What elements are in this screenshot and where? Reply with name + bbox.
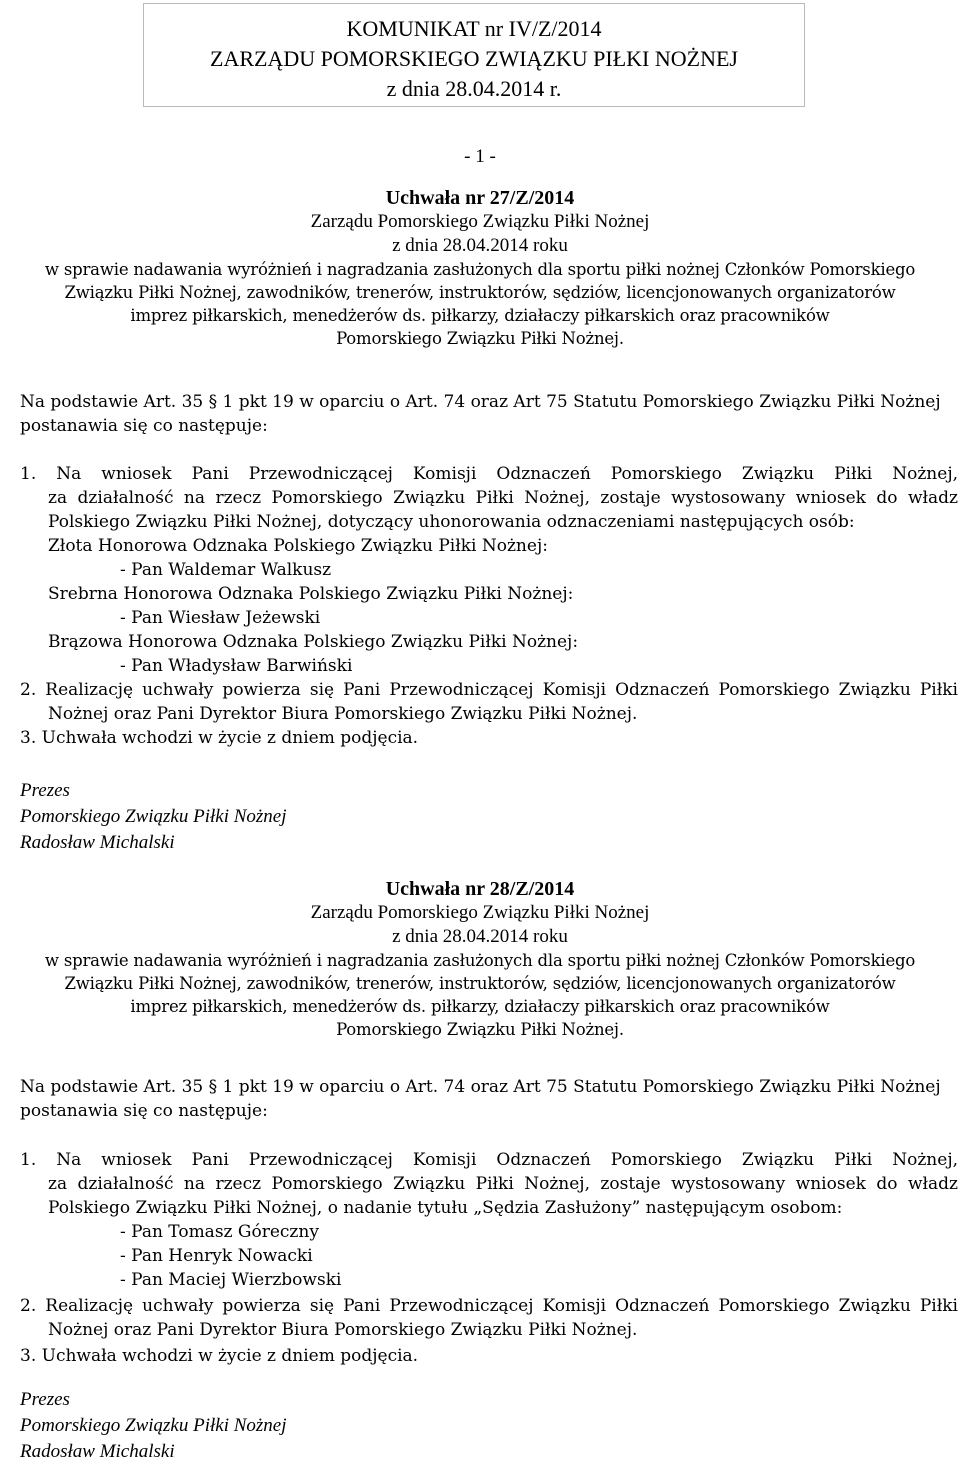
resolution-28-heading bbox=[0, 877, 960, 949]
person-item: - Pan Tomasz Góreczny bbox=[120, 1222, 319, 1242]
basis-line: postanawia się co następuje: bbox=[20, 416, 268, 436]
item-line: 3. Uchwała wchodzi w życie z dniem podjęcia. bbox=[20, 728, 419, 748]
subject-line: Związku Piłki Nożnej, zawodników, trenerów, instruktorów, sędziów, licencjonowanych organizatorów bbox=[64, 283, 896, 302]
resolution-title: Uchwała nr 28/Z/2014 bbox=[385, 878, 575, 900]
item-line: 2. Realizację uchwały powierza się Pani Przewodniczącej Komisji Odznaczeń Pomorskiego Związku Piłki bbox=[20, 1296, 958, 1316]
award-category: Srebrna Honorowa Odznaka Polskiego Związku Piłki Nożnej: bbox=[48, 584, 574, 604]
item-line: Nożnej oraz Pani Dyrektor Biura Pomorskiego Związku Piłki Nożnej. bbox=[48, 704, 638, 724]
award-person: - Pan Wiesław Jeżewski bbox=[120, 608, 321, 628]
header-issuer: ZARZĄDU POMORSKIEGO ZWIĄZKU PIŁKI NOŻNEJ bbox=[210, 46, 738, 71]
subject-line: Pomorskiego Związku Piłki Nożnej. bbox=[336, 1020, 624, 1039]
basis-line: Na podstawie Art. 35 § 1 pkt 19 w oparciu o Art. 74 oraz Art 75 Statutu Pomorskiego Związku Piłki Nożnej bbox=[20, 392, 941, 412]
resolution-28-subject bbox=[0, 949, 960, 1041]
signature-org: Pomorskiego Związku Piłki Nożnej bbox=[20, 1415, 287, 1436]
item-line: Polskiego Związku Piłki Nożnej, dotyczący uhonorowania odznaczeniami następujących osób: bbox=[48, 512, 855, 532]
item-line: 3. Uchwała wchodzi w życie z dniem podjęcia. bbox=[20, 1346, 419, 1366]
person-item: - Pan Henryk Nowacki bbox=[120, 1246, 313, 1266]
signature-org: Pomorskiego Związku Piłki Nożnej bbox=[20, 806, 287, 827]
header-title: KOMUNIKAT nr IV/Z/2014 bbox=[346, 16, 602, 41]
header-date: z dnia 28.04.2014 r. bbox=[386, 76, 562, 101]
subject-line: Związku Piłki Nożnej, zawodników, trenerów, instruktorów, sędziów, licencjonowanych organizatorów bbox=[64, 974, 896, 993]
resolution-27-subject bbox=[0, 258, 960, 350]
page-number: - 1 - bbox=[464, 146, 496, 167]
item-line: za działalność na rzecz Pomorskiego Związku Piłki Nożnej, zostaje wystosowany wniosek do władz bbox=[48, 1174, 958, 1194]
resolution-27-signature bbox=[20, 778, 287, 856]
award-category: Brązowa Honorowa Odznaka Polskiego Związku Piłki Nożnej: bbox=[48, 632, 579, 652]
basis-line: Na podstawie Art. 35 § 1 pkt 19 w oparciu o Art. 74 oraz Art 75 Statutu Pomorskiego Związku Piłki Nożnej bbox=[20, 1077, 941, 1097]
subject-line: w sprawie nadawania wyróżnień i nagradzania zasłużonych dla sportu piłki nożnej Członków Pomorskiego bbox=[44, 260, 916, 279]
subject-line: imprez piłkarskich, menedżerów ds. piłkarzy, działaczy piłkarskich oraz pracowników bbox=[130, 306, 830, 325]
basis-line: postanawia się co następuje: bbox=[20, 1101, 268, 1121]
item-line: 1. Na wniosek Pani Przewodniczącej Komisji Odznaczeń Pomorskiego Związku Piłki Nożnej, bbox=[20, 1150, 958, 1170]
signature-name: Radosław Michalski bbox=[20, 1441, 175, 1462]
subject-line: imprez piłkarskich, menedżerów ds. piłkarzy, działaczy piłkarskich oraz pracowników bbox=[130, 997, 830, 1016]
resolution-27-item-1 bbox=[20, 462, 958, 750]
resolution-board: Zarządu Pomorskiego Związku Piłki Nożnej bbox=[310, 211, 650, 232]
resolution-title: Uchwała nr 27/Z/2014 bbox=[385, 187, 575, 209]
item-line: 1. Na wniosek Pani Przewodniczącej Komisji Odznaczeń Pomorskiego Związku Piłki Nożnej, bbox=[20, 464, 958, 484]
item-line: 2. Realizację uchwały powierza się Pani Przewodniczącej Komisji Odznaczeń Pomorskiego Związku Piłki bbox=[20, 680, 958, 700]
communique-header bbox=[143, 3, 805, 107]
resolution-27-basis bbox=[20, 390, 958, 438]
subject-line: Pomorskiego Związku Piłki Nożnej. bbox=[336, 329, 624, 348]
item-line: Nożnej oraz Pani Dyrektor Biura Pomorskiego Związku Piłki Nożnej. bbox=[48, 1320, 638, 1340]
award-category: Złota Honorowa Odznaka Polskiego Związku Piłki Nożnej: bbox=[48, 536, 548, 556]
signature-name: Radosław Michalski bbox=[20, 832, 175, 853]
signature-role: Prezes bbox=[20, 1389, 70, 1410]
award-person: - Pan Władysław Barwiński bbox=[120, 656, 353, 676]
resolution-date: z dnia 28.04.2014 roku bbox=[392, 235, 568, 256]
resolution-board: Zarządu Pomorskiego Związku Piłki Nożnej bbox=[310, 902, 650, 923]
award-person: - Pan Waldemar Walkusz bbox=[120, 560, 332, 580]
signature-role: Prezes bbox=[20, 780, 70, 801]
subject-line: w sprawie nadawania wyróżnień i nagradzania zasłużonych dla sportu piłki nożnej Członków Pomorskiego bbox=[44, 951, 916, 970]
item-line: za działalność na rzecz Pomorskiego Związku Piłki Nożnej, zostaje wystosowany wniosek do władz bbox=[48, 488, 958, 508]
resolution-date: z dnia 28.04.2014 roku bbox=[392, 926, 568, 947]
resolution-28-basis bbox=[20, 1075, 958, 1123]
resolution-27-heading bbox=[0, 186, 960, 258]
resolution-28-item-1 bbox=[20, 1148, 958, 1368]
item-line: Polskiego Związku Piłki Nożnej, o nadanie tytułu „Sędzia Zasłużony” następującym osobom: bbox=[48, 1198, 843, 1218]
person-item: - Pan Maciej Wierzbowski bbox=[120, 1270, 342, 1290]
resolution-28-signature bbox=[20, 1387, 287, 1465]
